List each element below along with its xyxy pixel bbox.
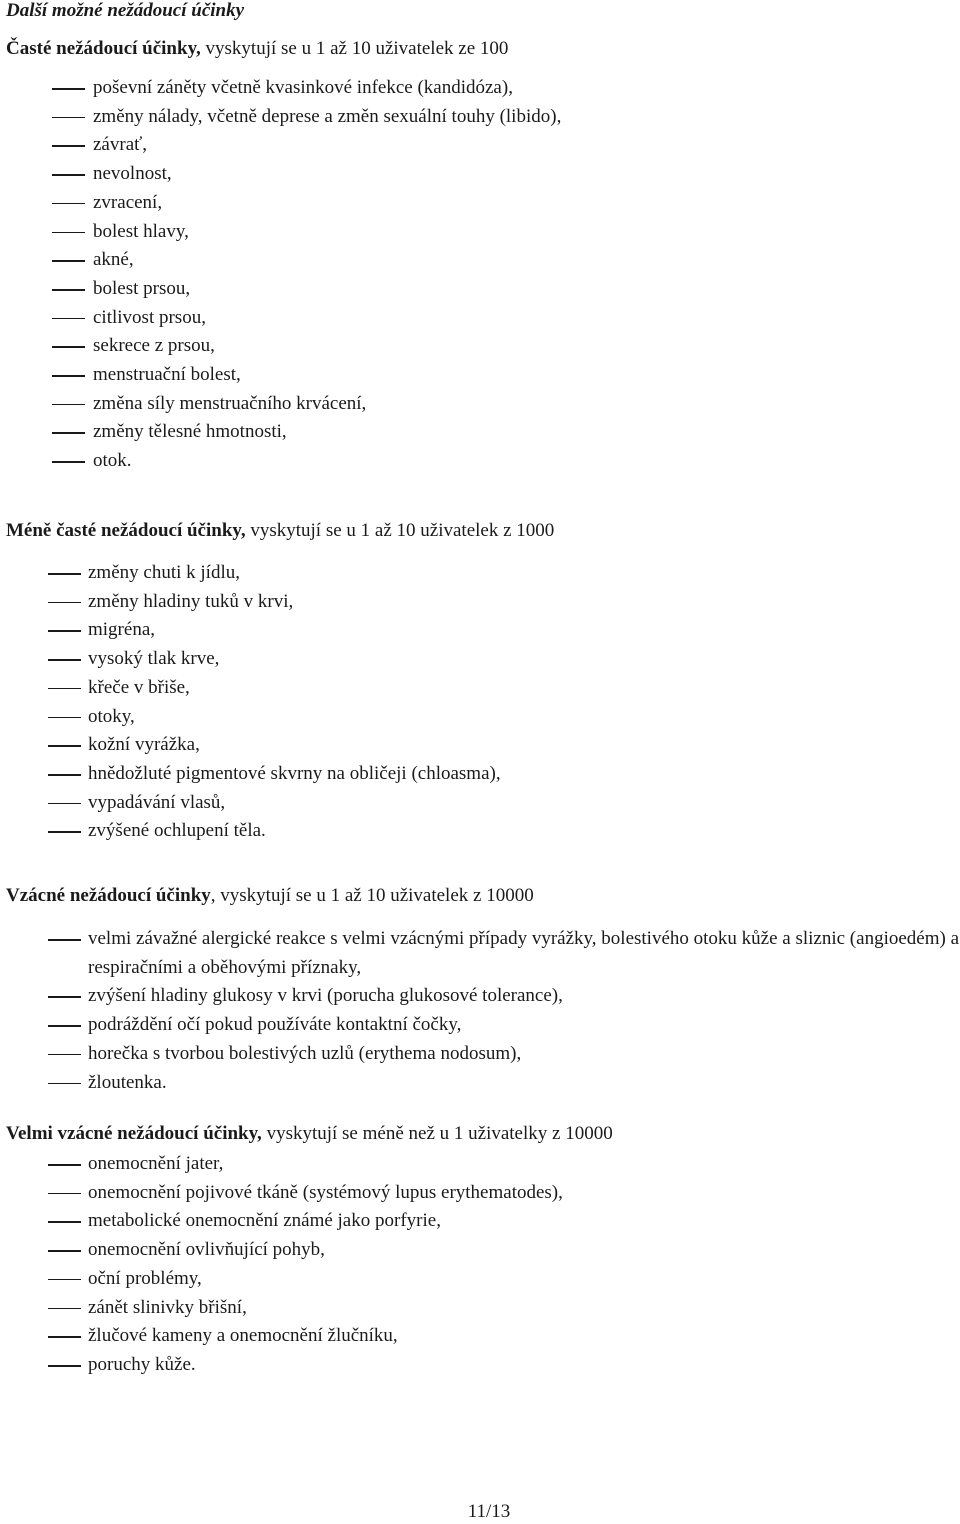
list-item: změny tělesné hmotnosti, <box>93 418 561 447</box>
list-item: citlivost prsou, <box>93 304 561 333</box>
dash-bullet <box>48 1025 81 1027</box>
dash-bullet <box>48 630 81 632</box>
dash-bullet <box>48 1279 81 1281</box>
section-heading-very-rare <box>6 1122 613 1146</box>
list-item: menstruační bolest, <box>93 361 561 390</box>
dash-bullet <box>52 318 85 320</box>
dash-bullet <box>48 774 81 776</box>
dash-bullet <box>48 1308 81 1310</box>
list-item: zvracení, <box>93 189 561 218</box>
list-item: žlučové kameny a onemocnění žlučníku, <box>88 1322 563 1351</box>
dash-bullet <box>48 688 81 690</box>
list-item: změna síly menstruačního krvácení, <box>93 390 561 419</box>
dash-bullet <box>48 745 81 747</box>
section-title-rest: vyskytují se méně než u 1 uživatelky z 10000 <box>261 1123 613 1144</box>
dash-bullet <box>52 346 85 348</box>
dash-bullet <box>52 375 85 377</box>
section-title-rest: vyskytují se u 1 až 10 uživatelek z 1000 <box>245 520 555 541</box>
section-title-bold: Vzácné nežádoucí účinky <box>6 885 211 906</box>
dash-bullet <box>48 939 81 941</box>
dash-bullet <box>52 117 85 119</box>
dash-bullet <box>48 1083 81 1085</box>
list-item: hnědožluté pigmentové skvrny na obličeji (chloasma), <box>88 760 501 789</box>
list-item: poruchy kůže. <box>88 1351 563 1380</box>
list-item: závrať, <box>93 131 561 160</box>
page-number: 11/13 <box>467 1501 511 1522</box>
list-item: změny hladiny tuků v krvi, <box>88 588 501 617</box>
list-very-rare-effects <box>88 1150 563 1380</box>
list-item: bolest prsou, <box>93 275 561 304</box>
list-item: podráždění očí pokud používáte kontaktní čočky, <box>88 1011 960 1040</box>
list-item: onemocnění jater, <box>88 1150 563 1179</box>
section-title-bold: Časté nežádoucí účinky, <box>6 38 201 59</box>
list-item: vypadávání vlasů, <box>88 789 501 818</box>
section-title-rest: vyskytují se u 1 až 10 uživatelek ze 100 <box>200 38 509 59</box>
section-title-bold: Velmi vzácné nežádoucí účinky, <box>6 1123 262 1144</box>
dash-bullet <box>52 432 85 434</box>
list-item: změny nálady, včetně deprese a změn sexuální touhy (libido), <box>93 103 561 132</box>
list-item: zvýšení hladiny glukosy v krvi (porucha glukosové tolerance), <box>88 982 960 1011</box>
dash-bullet <box>52 174 85 176</box>
list-item: bolest hlavy, <box>93 218 561 247</box>
dash-bullet <box>48 1221 81 1223</box>
dash-bullet <box>48 1365 81 1367</box>
list-item: zánět slinivky břišní, <box>88 1294 563 1323</box>
list-item: otoky, <box>88 703 501 732</box>
list-item: poševní záněty včetně kvasinkové infekce (kandidóza), <box>93 74 561 103</box>
section-title-bold: Méně časté nežádoucí účinky, <box>6 520 246 541</box>
dash-bullet <box>48 1193 81 1195</box>
dash-bullet <box>52 404 85 406</box>
list-item: křeče v břiše, <box>88 674 501 703</box>
dash-bullet <box>48 717 81 719</box>
list-item: změny chuti k jídlu, <box>88 559 501 588</box>
list-item: zvýšené ochlupení těla. <box>88 817 501 846</box>
dash-bullet <box>52 88 85 90</box>
section-title-rest: , vyskytují se u 1 až 10 uživatelek z 10000 <box>210 885 534 906</box>
list-item: vysoký tlak krve, <box>88 645 501 674</box>
section-heading-rare <box>6 884 534 908</box>
list-item: onemocnění ovlivňující pohyb, <box>88 1236 563 1265</box>
dash-bullet <box>52 289 85 291</box>
dash-bullet <box>52 260 85 262</box>
dash-bullet <box>48 1164 81 1166</box>
list-item: velmi závažné alergické reakce s velmi vzácnými případy vyrážky, bolestivého otoku kůže a sliznic (angioedém) a respiračními a oběhovými příznaky, <box>88 925 960 982</box>
list-item: akné, <box>93 246 561 275</box>
dash-bullet <box>48 831 81 833</box>
list-item: žloutenka. <box>88 1069 960 1098</box>
list-common-effects <box>93 74 561 476</box>
list-item: otok. <box>93 447 561 476</box>
dash-bullet <box>48 1054 81 1056</box>
dash-bullet <box>48 996 81 998</box>
dash-bullet <box>48 573 81 575</box>
list-item: oční problémy, <box>88 1265 563 1294</box>
dash-bullet <box>52 145 85 147</box>
list-uncommon-effects <box>88 559 501 846</box>
list-item: migréna, <box>88 616 501 645</box>
page-heading: Další možné nežádoucí účinky <box>6 0 245 21</box>
list-item: metabolické onemocnění známé jako porfyrie, <box>88 1207 563 1236</box>
section-heading-uncommon <box>6 519 554 543</box>
list-rare-effects <box>88 925 960 1097</box>
dash-bullet <box>52 461 85 463</box>
dash-bullet <box>52 232 85 234</box>
list-item: kožní vyrážka, <box>88 731 501 760</box>
list-item: horečka s tvorbou bolestivých uzlů (erythema nodosum), <box>88 1040 960 1069</box>
dash-bullet <box>52 203 85 205</box>
dash-bullet <box>48 1250 81 1252</box>
list-item: onemocnění pojivové tkáně (systémový lupus erythematodes), <box>88 1179 563 1208</box>
dash-bullet <box>48 803 81 805</box>
dash-bullet <box>48 659 81 661</box>
dash-bullet <box>48 602 81 604</box>
dash-bullet <box>48 1336 81 1338</box>
list-item: nevolnost, <box>93 160 561 189</box>
section-heading-common <box>6 37 508 61</box>
list-item: sekrece z prsou, <box>93 332 561 361</box>
